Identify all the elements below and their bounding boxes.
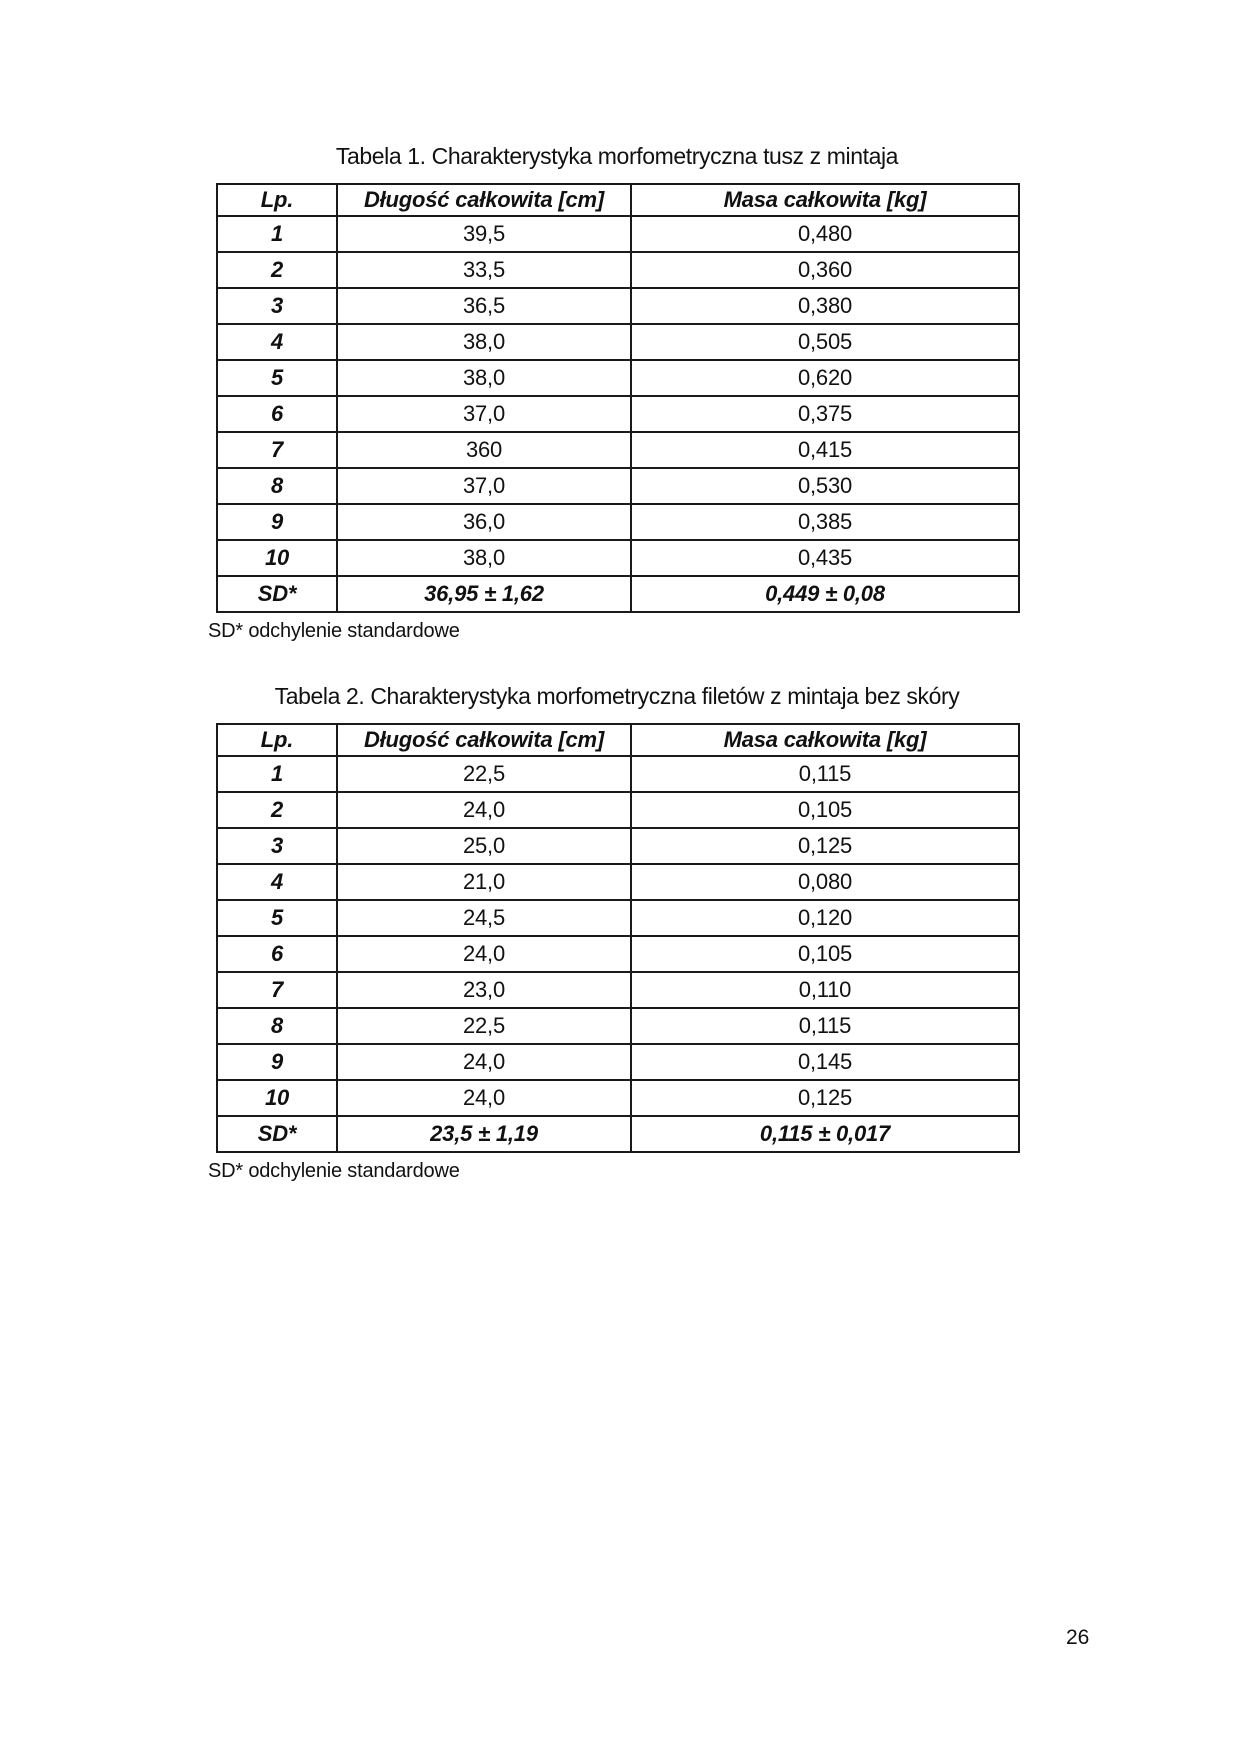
table-row	[217, 396, 1019, 432]
column-header: Lp.	[217, 184, 337, 216]
mass-cell: 0,435	[631, 540, 1019, 576]
row-index-cell: 8	[217, 1008, 337, 1044]
table-row	[217, 504, 1019, 540]
table-row	[217, 252, 1019, 288]
morphometric-table-2	[216, 723, 1020, 1153]
table-2-footnote: SD* odchylenie standardowe	[208, 1160, 460, 1182]
table-row	[217, 540, 1019, 576]
table-row	[217, 972, 1019, 1008]
table-row	[217, 936, 1019, 972]
length-cell: 33,5	[337, 252, 631, 288]
table-row	[217, 1008, 1019, 1044]
mass-cell: 0,110	[631, 972, 1019, 1008]
table-1-title: Tabela 1. Charakterystyka morfometryczna tusz z mintaja	[335, 143, 899, 169]
mass-cell: 0,449 ± 0,08	[631, 576, 1019, 612]
table-row	[217, 324, 1019, 360]
summary-row	[217, 1116, 1019, 1152]
length-cell: 21,0	[337, 864, 631, 900]
length-cell: 39,5	[337, 216, 631, 252]
length-cell: 22,5	[337, 756, 631, 792]
length-cell: 36,5	[337, 288, 631, 324]
row-index-cell: 2	[217, 792, 337, 828]
column-header: Długość całkowita [cm]	[337, 184, 631, 216]
row-index-cell: 3	[217, 828, 337, 864]
row-index-cell: 9	[217, 504, 337, 540]
mass-cell: 0,530	[631, 468, 1019, 504]
table-row	[217, 756, 1019, 792]
mass-cell: 0,505	[631, 324, 1019, 360]
row-index-cell: SD*	[217, 1116, 337, 1152]
mass-cell: 0,125	[631, 828, 1019, 864]
length-cell: 24,0	[337, 1044, 631, 1080]
table-row	[217, 216, 1019, 252]
page-content	[208, 0, 1018, 1755]
length-cell: 36,95 ± 1,62	[337, 576, 631, 612]
table-2-title: Tabela 2. Charakterystyka morfometryczna filetów z mintaja bez skóry	[274, 683, 960, 709]
table-row	[217, 864, 1019, 900]
row-index-cell: 5	[217, 900, 337, 936]
mass-cell: 0,360	[631, 252, 1019, 288]
mass-cell: 0,115 ± 0,017	[631, 1116, 1019, 1152]
length-cell: 23,0	[337, 972, 631, 1008]
column-header: Lp.	[217, 724, 337, 756]
mass-cell: 0,620	[631, 360, 1019, 396]
table-row	[217, 432, 1019, 468]
header-row	[217, 724, 1019, 756]
mass-cell: 0,125	[631, 1080, 1019, 1116]
row-index-cell: 7	[217, 432, 337, 468]
column-header: Długość całkowita [cm]	[337, 724, 631, 756]
row-index-cell: 3	[217, 288, 337, 324]
table-row	[217, 1044, 1019, 1080]
mass-cell: 0,080	[631, 864, 1019, 900]
mass-cell: 0,105	[631, 792, 1019, 828]
table-row	[217, 288, 1019, 324]
summary-row	[217, 576, 1019, 612]
page-number: 26	[1066, 1626, 1090, 1649]
length-cell: 38,0	[337, 324, 631, 360]
row-index-cell: 8	[217, 468, 337, 504]
mass-cell: 0,120	[631, 900, 1019, 936]
table-row	[217, 900, 1019, 936]
header-row	[217, 184, 1019, 216]
column-header: Masa całkowita [kg]	[631, 184, 1019, 216]
mass-cell: 0,415	[631, 432, 1019, 468]
row-index-cell: 6	[217, 936, 337, 972]
length-cell: 37,0	[337, 468, 631, 504]
row-index-cell: 10	[217, 1080, 337, 1116]
row-index-cell: 1	[217, 756, 337, 792]
row-index-cell: 5	[217, 360, 337, 396]
row-index-cell: 4	[217, 324, 337, 360]
length-cell: 23,5 ± 1,19	[337, 1116, 631, 1152]
length-cell: 24,0	[337, 1080, 631, 1116]
length-cell: 36,0	[337, 504, 631, 540]
table-row	[217, 360, 1019, 396]
table-row	[217, 828, 1019, 864]
table-1-footnote: SD* odchylenie standardowe	[208, 620, 460, 642]
length-cell: 360	[337, 432, 631, 468]
row-index-cell: 4	[217, 864, 337, 900]
row-index-cell: SD*	[217, 576, 337, 612]
length-cell: 37,0	[337, 396, 631, 432]
row-index-cell: 2	[217, 252, 337, 288]
length-cell: 24,0	[337, 936, 631, 972]
column-header: Masa całkowita [kg]	[631, 724, 1019, 756]
mass-cell: 0,380	[631, 288, 1019, 324]
length-cell: 24,5	[337, 900, 631, 936]
mass-cell: 0,375	[631, 396, 1019, 432]
mass-cell: 0,115	[631, 1008, 1019, 1044]
length-cell: 24,0	[337, 792, 631, 828]
row-index-cell: 6	[217, 396, 337, 432]
length-cell: 38,0	[337, 360, 631, 396]
mass-cell: 0,385	[631, 504, 1019, 540]
table-row	[217, 1080, 1019, 1116]
length-cell: 25,0	[337, 828, 631, 864]
mass-cell: 0,105	[631, 936, 1019, 972]
table-row	[217, 792, 1019, 828]
mass-cell: 0,480	[631, 216, 1019, 252]
length-cell: 22,5	[337, 1008, 631, 1044]
table-row	[217, 468, 1019, 504]
row-index-cell: 9	[217, 1044, 337, 1080]
row-index-cell: 10	[217, 540, 337, 576]
length-cell: 38,0	[337, 540, 631, 576]
mass-cell: 0,145	[631, 1044, 1019, 1080]
morphometric-table-1	[216, 183, 1020, 613]
row-index-cell: 1	[217, 216, 337, 252]
mass-cell: 0,115	[631, 756, 1019, 792]
row-index-cell: 7	[217, 972, 337, 1008]
